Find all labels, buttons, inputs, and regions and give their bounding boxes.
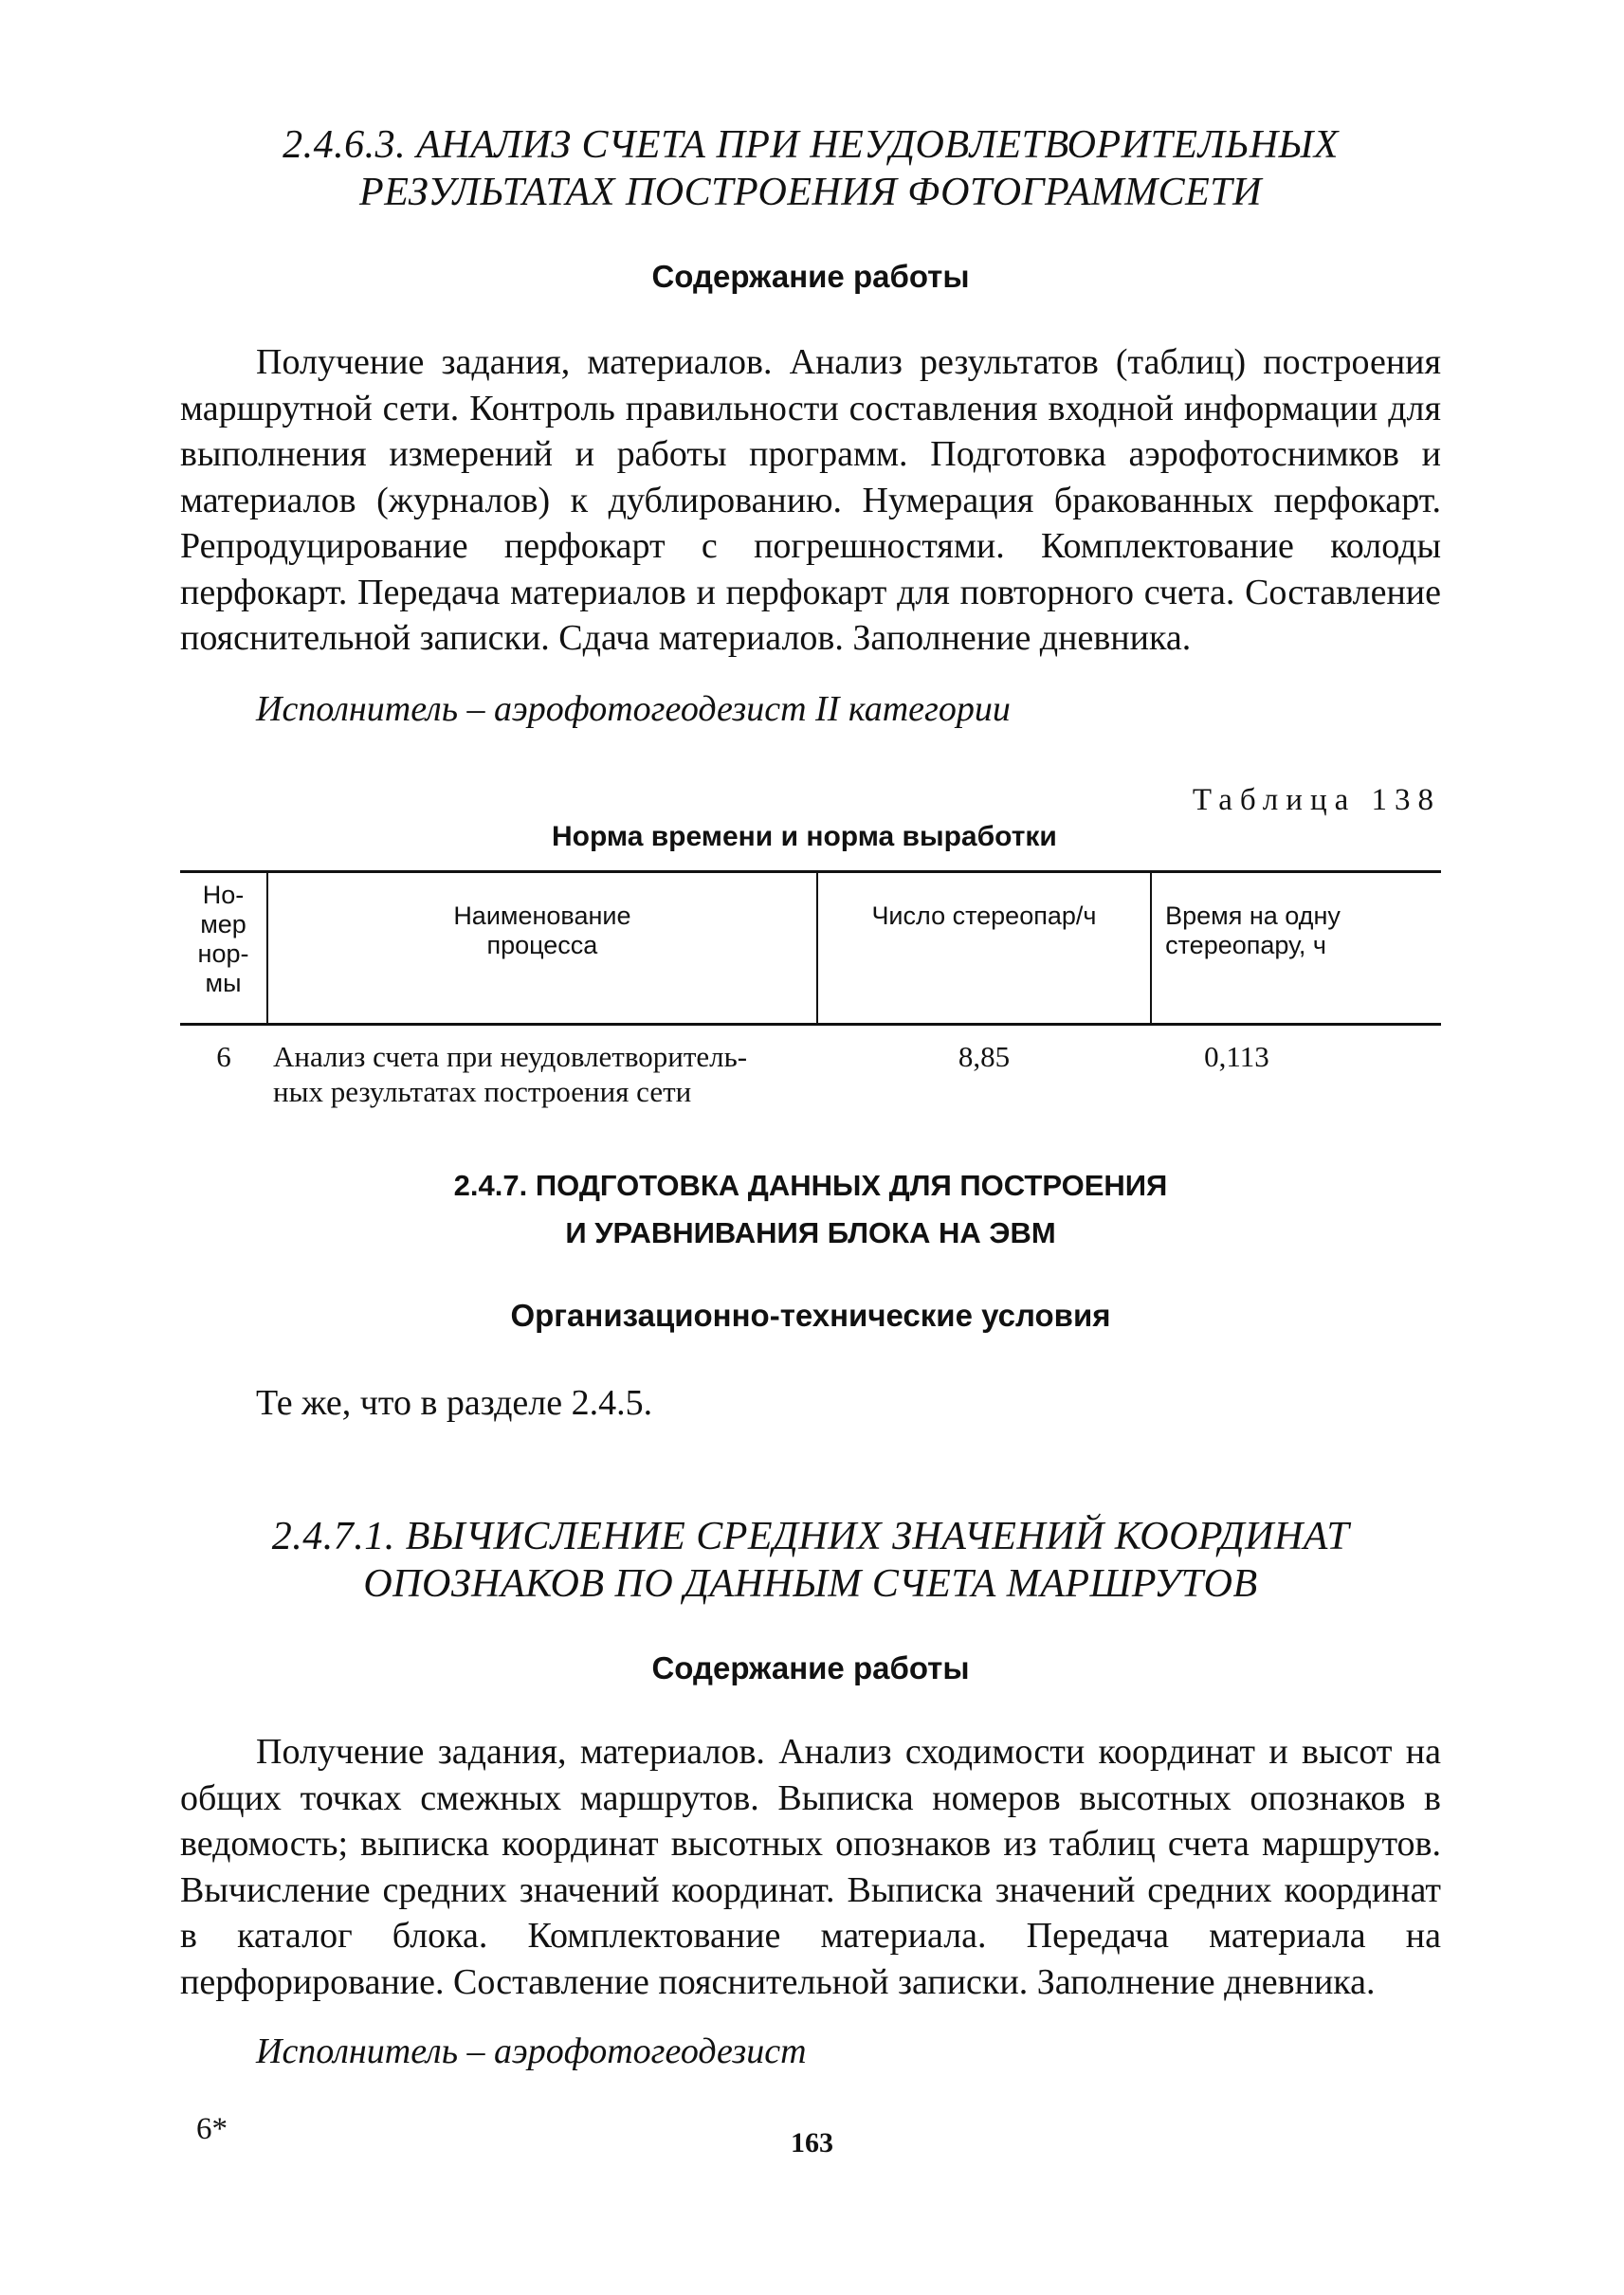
cell-pairs-per-hour: 8,85 — [958, 1040, 1011, 1073]
table-header-row — [180, 872, 1441, 1025]
header-pairs-per-hour: Число стереопар/ч — [817, 872, 1151, 1025]
section-title-2-4-7-1 — [180, 1513, 1441, 1608]
cell-time-per-pair: 0,113 — [1204, 1040, 1269, 1073]
section-title-2-4-6-3 — [180, 121, 1441, 216]
page-number: 163 — [791, 2127, 833, 2158]
conditions-paragraph: Те же, что в разделе 2.4.5. — [256, 1383, 653, 1423]
table-caption-text: Норма времени и норма выработки — [552, 821, 1057, 852]
work-content-heading: Содержание работы — [651, 1650, 970, 1685]
table-label: Таблица 138 — [1192, 783, 1441, 817]
header-time-per-pair: Время на одну стереопару, ч — [1151, 872, 1441, 1025]
section-title-line-1: 2.4.7. ПОДГОТОВКА ДАННЫХ ДЛЯ ПОСТРОЕНИЯ — [453, 1169, 1168, 1202]
section-title-line-1: 2.4.6.3. АНАЛИЗ СЧЕТА ПРИ НЕУДОВЛЕТВОРИТЕЛЬНЫХ — [283, 123, 1339, 167]
work-content-heading: Содержание работы — [651, 259, 970, 294]
section-title-line-1: 2.4.7.1. ВЫЧИСЛЕНИЕ СРЕДНИХ ЗНАЧЕНИЙ КООРДИНАТ — [271, 1515, 1350, 1558]
work-content-paragraph: Получение задания, материалов. Анализ сходимости координат и высот на общих точках смежных маршрутов. Выписка номеров высотных опознаков в ведомость; выписка координат высотных опознаков из таблиц счета маршрутов. Вычисление средних значений координат. Выписка значений средних координат в каталог блока. Комплектование материала. Передача материала на перфорирование. Составление пояснительной записки. Заполнение дневника. — [180, 1732, 1441, 2002]
header-norm-number: Но- мер нор- мы — [180, 872, 267, 1025]
conditions-heading: Организационно-технические условия — [510, 1298, 1111, 1333]
header-process-name: Наименование процесса — [267, 872, 817, 1025]
table-row — [180, 1025, 1441, 1110]
executor-line: Исполнитель – аэрофотогеодезист — [256, 2031, 807, 2071]
section-title-line-2: ОПОЗНАКОВ ПО ДАННЫМ СЧЕТА МАРШРУТОВ — [363, 1562, 1258, 1606]
section-title-line-2: И УРАВНИВАНИЯ БЛОКА НА ЭВМ — [565, 1216, 1056, 1249]
signature-mark: 6* — [196, 2112, 228, 2146]
cell-norm-number: 6 — [216, 1040, 231, 1073]
work-content-paragraph: Получение задания, материалов. Анализ результатов (таблиц) построения маршрутной сети. Контроль правильности составления входной информации для выполнения измерений и работы программ. Подготовка аэрофотоснимков и материалов (журналов) к дублированию. Нумерация бракованных перфокарт. Репродуцирование перфокарт с погрешностями. Комплектование колоды перфокарт. Передача материалов и перфокарт для повторного счета. Составление пояснительной записки. Сдача материалов. Заполнение дневника. — [180, 342, 1441, 658]
section-title-2-4-7 — [180, 1162, 1441, 1257]
executor-line: Исполнитель – аэрофотогеодезист II категории — [256, 689, 1011, 729]
section-title-line-2: РЕЗУЛЬТАТАХ ПОСТРОЕНИЯ ФОТОГРАММСЕТИ — [359, 171, 1262, 214]
norm-table — [180, 870, 1441, 1109]
cell-process-name: Анализ счета при неудовлетворитель- ных результатах построения сети — [273, 1040, 748, 1108]
table-caption — [180, 821, 1441, 853]
